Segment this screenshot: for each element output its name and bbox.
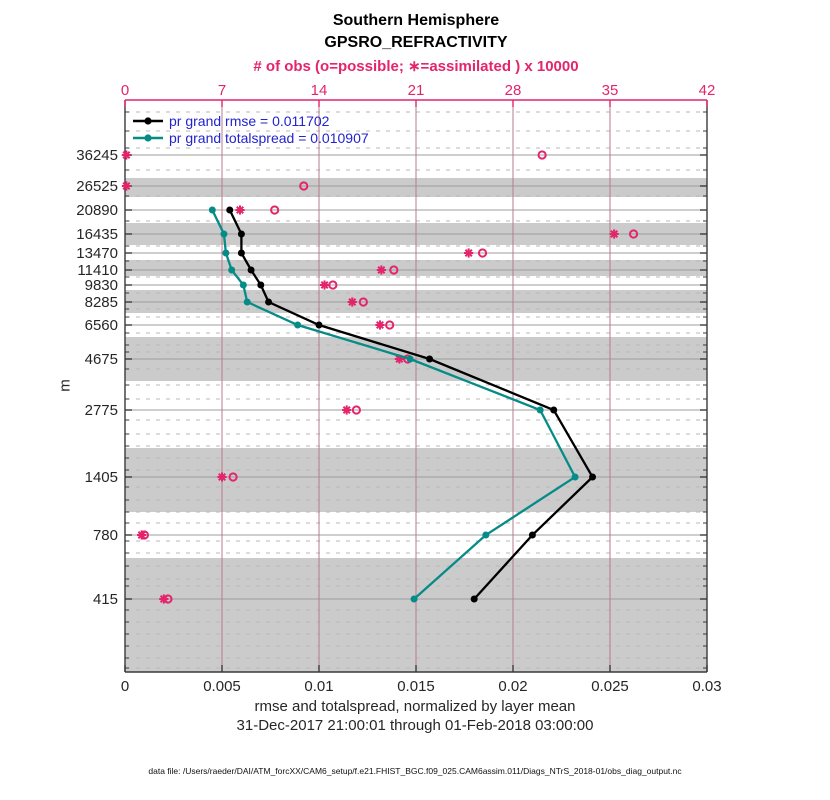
bottom-tick-label: 0.03 [692, 678, 722, 695]
legend-entry-totalspread [133, 129, 369, 146]
bottom-tick-label: 0.005 [203, 678, 241, 695]
rmse-marker [238, 250, 245, 257]
rmse-marker [529, 532, 536, 539]
rmse-marker [316, 322, 323, 329]
chart-title [125, 10, 707, 54]
top-tick-label: 28 [504, 82, 522, 99]
y-tick-label: 6560 [84, 317, 118, 334]
y-tick-label: 26525 [76, 178, 118, 195]
rmse-marker [248, 267, 255, 274]
x-axis-date-range: 31-Dec-2017 21:00:01 through 01-Feb-2018 03:00:00 [236, 717, 594, 734]
rmse-marker [471, 596, 478, 603]
rmse-marker [238, 231, 245, 238]
chart-title-line1: Southern Hemisphere [332, 12, 500, 29]
legend-totalspread-label: pr grand totalspread = 0.010907 [169, 129, 369, 146]
y-tick-label: 9830 [84, 277, 118, 294]
y-axis-label: m [56, 379, 74, 392]
y-tick-label: 415 [92, 591, 118, 608]
totalspread-marker [294, 322, 301, 329]
bottom-tick-label: 0.015 [397, 678, 435, 695]
top-tick-label: 0 [120, 82, 130, 99]
top-tick-label: 14 [310, 82, 328, 99]
legend-rmse-label: pr grand rmse = 0.011702 [169, 112, 330, 129]
legend-entry-rmse [133, 112, 369, 129]
y-tick-label: 36245 [76, 147, 118, 164]
y-tick-label: 8285 [84, 294, 118, 311]
totalspread-marker [411, 596, 418, 603]
totalspread-marker [407, 356, 414, 363]
y-tick-label: 11410 [77, 262, 118, 279]
y-tick-label: 780 [92, 527, 118, 544]
rmse-marker [550, 407, 557, 414]
rmse-marker [426, 356, 433, 363]
top-tick-label: 35 [601, 82, 619, 99]
totalspread-marker [572, 474, 579, 481]
bottom-tick-label: 0.025 [591, 678, 629, 695]
totalspread-marker [244, 299, 251, 306]
rmse-marker [226, 207, 233, 214]
legend-rmse-marker-icon [133, 116, 163, 126]
y-tick-label: 4675 [84, 351, 118, 368]
bottom-tick-label: 0.02 [498, 678, 528, 695]
totalspread-marker [228, 267, 235, 274]
chart-title-line2: GPSRO_REFRACTIVITY [324, 34, 508, 51]
legend-totalspread-marker-icon [133, 133, 163, 143]
y-tick-label: 1405 [84, 469, 118, 486]
chart-legend [133, 112, 369, 146]
data-file-path: data file: /Users/raeder/DAI/ATM_forcXX/CAM6_setup/f.e21.FHIST_BGC.f09_025.CAM6assim.011/Diags_NTrS_2018-01/obs_diag_output.nc [148, 766, 682, 776]
top-tick-label: 42 [698, 82, 716, 99]
top-axis-label: # of obs (o=possible; ∗=assimilated ) x 10000 [253, 58, 579, 75]
bottom-tick-label: 0.01 [304, 678, 334, 695]
rmse-marker [265, 299, 272, 306]
y-tick-label: 2775 [84, 402, 118, 419]
y-tick-label: 20890 [76, 202, 118, 219]
x-axis-label: rmse and totalspread, normalized by layer mean [254, 698, 576, 715]
rmse-marker [589, 474, 596, 481]
totalspread-marker [482, 532, 489, 539]
top-tick-label: 21 [407, 82, 425, 99]
totalspread-marker [537, 407, 544, 414]
totalspread-marker [240, 282, 247, 289]
totalspread-marker [222, 250, 229, 257]
rmse-marker [257, 282, 264, 289]
totalspread-marker [220, 231, 227, 238]
y-tick-label: 16435 [76, 226, 118, 243]
bottom-tick-label: 0 [120, 678, 130, 695]
totalspread-marker [209, 207, 216, 214]
top-tick-label: 7 [217, 82, 227, 99]
y-tick-label: 13470 [76, 245, 118, 262]
